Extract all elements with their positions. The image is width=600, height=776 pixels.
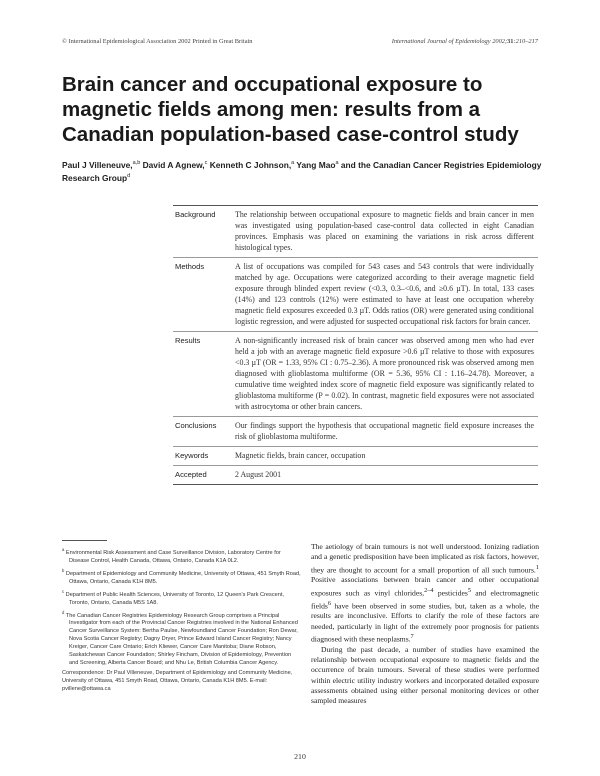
author-name: and the Canadian Cancer Registries Epidemiology Research Group — [62, 159, 542, 183]
footnote-text: Environmental Risk Assessment and Case Surveillance Division, Laboratory Centre for Disease Control, Health Canada, Ottawa, Ontario, Canada K1A 0L2. — [64, 549, 281, 564]
footnote-mark: b — [62, 567, 65, 573]
page-number: 210 — [294, 752, 306, 761]
abstract-label: Accepted — [173, 466, 227, 485]
abstract-spacer — [227, 447, 235, 466]
abstract-text: Magnetic fields, brain cancer, occupation — [235, 447, 538, 466]
footnote-mark: a — [62, 547, 65, 552]
footnote — [62, 588, 302, 607]
body-text: have been observed in some studies, but, taken as a whole, the results are inconclusive. Efforts to clarify the role of these factors are needed, particularly in light of the extremely poor prognosis for patients diagnosed with these neoplasms. — [311, 601, 539, 644]
footnote — [62, 609, 302, 668]
citation-ref[interactable]: 6 — [327, 599, 332, 607]
affiliation-mark: a — [335, 160, 339, 166]
journal-volume: 31 — [507, 38, 514, 45]
author-name: David A Agnew, — [140, 159, 205, 170]
abstract-label: Background — [173, 206, 227, 258]
abstract-row — [173, 332, 538, 417]
body-text-column — [311, 542, 539, 707]
abstract-spacer — [227, 466, 235, 485]
footnote-text: Department of Public Health Sciences, University of Toronto, 12 Queen's Park Crescent, Toronto, Ontario, Canada M5S 1A8. — [64, 591, 284, 606]
citation-ref[interactable]: 7 — [410, 632, 414, 640]
abstract-spacer — [227, 417, 235, 447]
citation-ref[interactable]: 1 — [535, 563, 539, 571]
title-line: Brain cancer and occupational exposure to — [62, 73, 483, 96]
running-header-left: © International Epidemiological Association 2002 Printed in Great Britain — [62, 38, 253, 45]
citation-ref[interactable]: 2–4 — [424, 586, 434, 594]
title-line: Canadian population-based case-control study — [62, 123, 519, 146]
affiliation-mark: a,b — [132, 160, 141, 166]
footnote-text: The Canadian Cancer Registries Epidemiology Research Group comprises a Principal Investigator from each of the Provincial Cancer Registries involved in the National Enhanced Cancer Surveillance System: Bertha Paulse, Newfoundland Cancer Foundation; Ron Dewar, Nova Scotia Cancer Registry; Dagny Dryer, Prince Edward Island Cancer Registry; Nancy Kreiger, Cancer Care Ontario; Erich Kliewer, Cancer Care Manitoba; Diane Robson, Saskatchewan Cancer Foundation; Shirley Fincham, Division of Epidemiology, Prevention and Screening, Alberta Cancer Board; and Nhu Le, British Columbia Cancer Agency. — [64, 612, 298, 667]
body-paragraph — [311, 542, 539, 645]
title-line: magnetic fields among men: results from a — [62, 98, 481, 121]
affiliation-mark: c — [204, 160, 208, 166]
abstract-spacer — [227, 206, 235, 258]
footnote — [62, 546, 302, 565]
abstract-row — [173, 466, 538, 485]
body-text: The aetiology of brain tumours is not well understood. Ionizing radiation and a genetic predisposition have been implicated as risk factors, however, they are thought to account for a small proportion of all such tumours. — [311, 542, 539, 575]
author-list — [62, 158, 542, 184]
abstract-row — [173, 206, 538, 258]
author-name: Paul J Villeneuve, — [62, 159, 133, 170]
affiliation-mark: a — [291, 160, 295, 166]
abstract-table — [173, 205, 538, 485]
footnote-divider — [62, 540, 107, 541]
body-text: Positive associations between brain cancer and other occupational exposures such as vinyl chlorides, — [311, 575, 539, 598]
abstract-label: Keywords — [173, 447, 227, 466]
abstract-text: Our findings support the hypothesis that occupational magnetic field exposure increases the risk of glioblastoma multiforme. — [235, 417, 538, 447]
body-text: and electromagnetic fields — [311, 588, 539, 611]
footnotes — [62, 546, 302, 695]
footnote-mark: c — [62, 588, 65, 594]
abstract-text: A non-significantly increased risk of brain cancer was observed among men who had ever held a job with an average magnetic field exposure >0.6 µT relative to those with exposures <0.3 µT (OR = 1.33, 95% CI : 0.75–2.36). A more pronounced risk was observed among men diagnosed with glioblastoma multiforme (OR = 5.36, 95% CI : 1.16–24.78). Moreover, a cumulative time weighted index score of magnetic field exposure was significantly related to glioblastoma multiforme (P = 0.02). In contrast, magnetic field exposures were not associated with astrocytoma or other brain cancers. — [235, 332, 538, 417]
abstract-row — [173, 447, 538, 466]
journal-name: International Journal of Epidemiology — [391, 38, 491, 45]
abstract-spacer — [227, 332, 235, 417]
correspondence-note: Correspondence: Dr Paul Villeneuve, Department of Epidemiology and Community Medicine, University of Ottawa, 451 Smyth Road, Ottawa, Ontario, Canada K1H 8M5. E-mail: pvillene@ottawa.ca — [62, 670, 293, 693]
affiliation-mark: d — [127, 172, 131, 179]
abstract-spacer — [227, 258, 235, 332]
abstract-text: A list of occupations was compiled for 543 cases and 543 controls that were individually matched by age. Occupations were categorized according to their average magnetic field exposure through blinded expert review (<0.3, 0.3–<0.6, and ≥0.6 µT). In total, 133 cases (14%) and 123 controls (12%) were estimated to have at least one occupation whereby magnetic field exposures exceeded 0.3 µT. Odds ratios (OR) were generated using conditional logistic regression, and were adjusted for suspected occupational risk factors for brain cancer. — [235, 258, 538, 332]
abstract-text: 2 August 2001 — [235, 466, 538, 485]
author-name: Kenneth C Johnson, — [207, 159, 292, 170]
abstract-row — [173, 417, 538, 447]
footnote-text: Department of Epidemiology and Community Medicine, University of Ottawa, 451 Smyth Road, Ottawa, Ontario, Canada K1H 8M5. — [64, 570, 301, 585]
abstract-label: Conclusions — [173, 417, 227, 447]
running-header-right — [392, 38, 538, 45]
abstract-text: The relationship between occupational exposure to magnetic fields and brain cancer in men was investigated using population-based case-control data collected in eight Canadian provinces. Emphasis was placed on examining the variations in risk across different histological types. — [235, 206, 538, 258]
journal-year: 2002; — [492, 38, 508, 45]
citation-ref[interactable]: 5 — [467, 586, 471, 594]
journal-pages: :210–217 — [513, 38, 538, 45]
abstract-label: Results — [173, 332, 227, 417]
footnote — [62, 567, 302, 586]
body-paragraph: During the past decade, a number of studies have examined the relationship between occupational exposure to magnetic fields and the occurrence of brain tumours. Several of these studies were performed within electric utility industry workers and incorporated detailed exposure assessments obtained using either personal monitoring devices or other sampled measures — [311, 644, 539, 706]
abstract-row — [173, 258, 538, 332]
author-name: Yang Mao — [294, 159, 336, 170]
body-text: pesticides — [433, 588, 468, 598]
article-title — [62, 72, 542, 147]
footnote-mark: d — [62, 609, 65, 615]
abstract-label: Methods — [173, 258, 227, 332]
